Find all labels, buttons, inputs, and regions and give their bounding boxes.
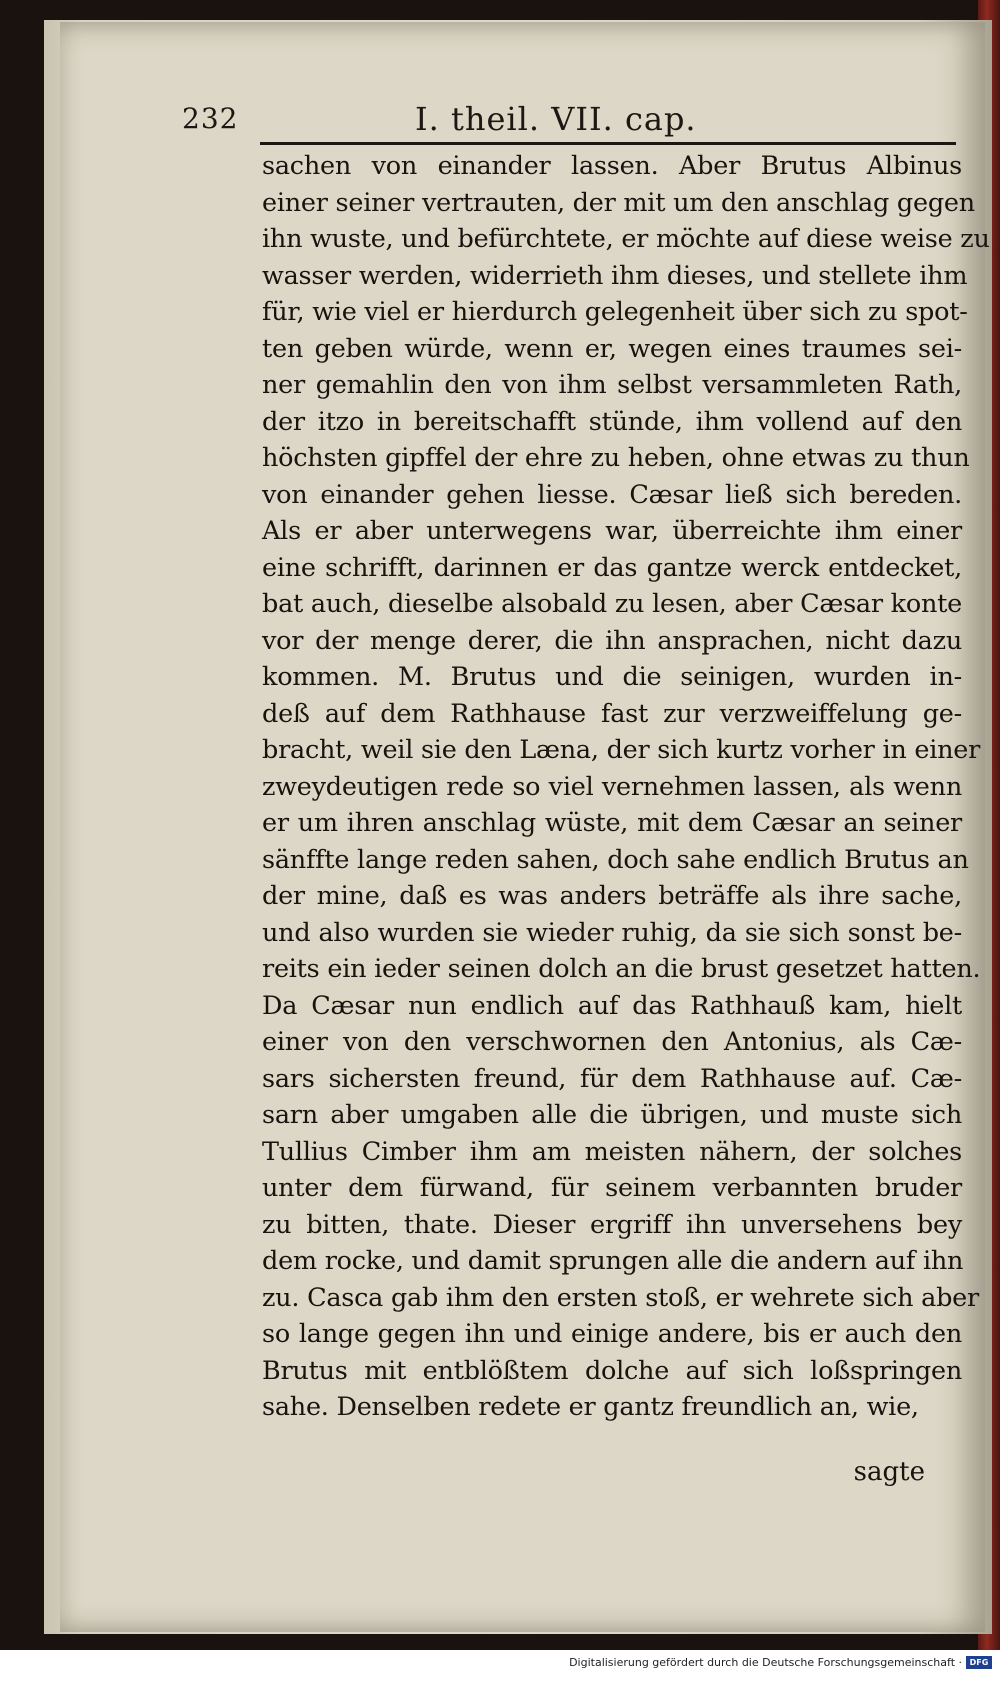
dfg-logo: DFG [966, 1656, 992, 1669]
text-line: sachen von einander lassen. Aber Brutus Albinus [262, 151, 962, 181]
text-line: er um ihren anschlag wüste, mit dem Cæsar an seiner [262, 808, 962, 838]
text-line: sahe. Denselben redete er gantz freundlich an, wie, [262, 1392, 919, 1422]
text-line: der itzo in bereitschafft stünde, ihm vollend auf den [262, 406, 962, 437]
text-line: ner gemahlin den von ihm selbst versammleten Rath, [262, 370, 962, 400]
text-line: deß auf dem Rathhause fast zur verzweiffelung ge- [262, 698, 962, 729]
text-line: dem rocke, und damit sprungen alle die andern auf ihn [262, 1246, 964, 1276]
text-line: einer seiner vertrauten, der mit um den anschlag gegen [262, 187, 975, 218]
text-line: höchsten gipffel der ehre zu heben, ohne etwas zu thun [262, 443, 970, 473]
text-line: vor der menge derer, die ihn ansprachen, nicht dazu [262, 625, 962, 656]
text-line: Tullius Cimber ihm am meisten nähern, der solches [262, 1136, 962, 1167]
credit-text: Digitalisierung gefördert durch die Deutsche Forschungsgemeinschaft · [569, 1656, 962, 1669]
text-line: reits ein ieder seinen dolch an die brust gesetzet hatten. [262, 954, 981, 984]
text-line: sänffte lange reden sahen, doch sahe endlich Brutus an [262, 844, 969, 875]
page-number: 232 [182, 102, 239, 135]
text-line: der mine, daß es was anders beträffe als ihre sache, [262, 881, 962, 911]
text-line: bat auch, dieselbe alsobald zu lesen, aber Cæsar konte [262, 589, 962, 619]
text-line: so lange gegen ihn und einige andere, bis er auch den [262, 1319, 962, 1349]
text-line: einer von den verschwornen den Antonius, als Cæ- [262, 1027, 962, 1057]
book-page [60, 22, 990, 1632]
header-rule [260, 142, 956, 145]
text-line: wasser werden, widerrieth ihm dieses, und stellete ihm [262, 260, 968, 291]
text-line: kommen. M. Brutus und die seinigen, wurden in- [262, 662, 962, 692]
text-line: Brutus mit entblößtem dolche auf sich loßspringen [262, 1355, 962, 1386]
text-line: unter dem fürwand, für seinem verbannten bruder [262, 1173, 962, 1203]
text-line: bracht, weil sie den Læna, der sich kurtz vorher in einer [262, 735, 981, 765]
digitization-credit [569, 1656, 992, 1669]
text-line: für, wie viel er hierdurch gelegenheit über sich zu spot- [262, 297, 968, 327]
text-line: sarn aber umgaben alle die übrigen, und muste sich [262, 1100, 962, 1130]
text-line: eine schrifft, darinnen er das gantze werck entdecket, [262, 552, 962, 583]
text-line: ten geben würde, wenn er, wegen eines traumes sei- [262, 333, 962, 364]
running-head-title: I. theil. VII. cap. [415, 100, 697, 138]
body-text [262, 148, 990, 1426]
text-line: zu bitten, thate. Dieser ergriff ihn unversehens bey [262, 1209, 962, 1240]
text-line: zu. Casca gab ihm den ersten stoß, er wehrete sich aber [262, 1282, 979, 1313]
text-line: zweydeutigen rede so viel vernehmen lassen, als wenn [262, 771, 962, 802]
running-head [60, 90, 985, 140]
text-line: Da Cæsar nun endlich auf das Rathhauß kam, hielt [262, 990, 962, 1021]
catchword: sagte [853, 1457, 925, 1487]
text-line: von einander gehen liesse. Cæsar ließ sich bereden. [262, 479, 962, 510]
text-line: und also wurden sie wieder ruhig, da sie sich sonst be- [262, 917, 962, 948]
text-line: ihn wuste, und befürchtete, er möchte auf diese weise zu [262, 224, 990, 254]
text-line: Als er aber unterwegens war, überreichte ihm einer [262, 516, 962, 546]
text-line: sars sichersten freund, für dem Rathhause auf. Cæ- [262, 1063, 962, 1094]
